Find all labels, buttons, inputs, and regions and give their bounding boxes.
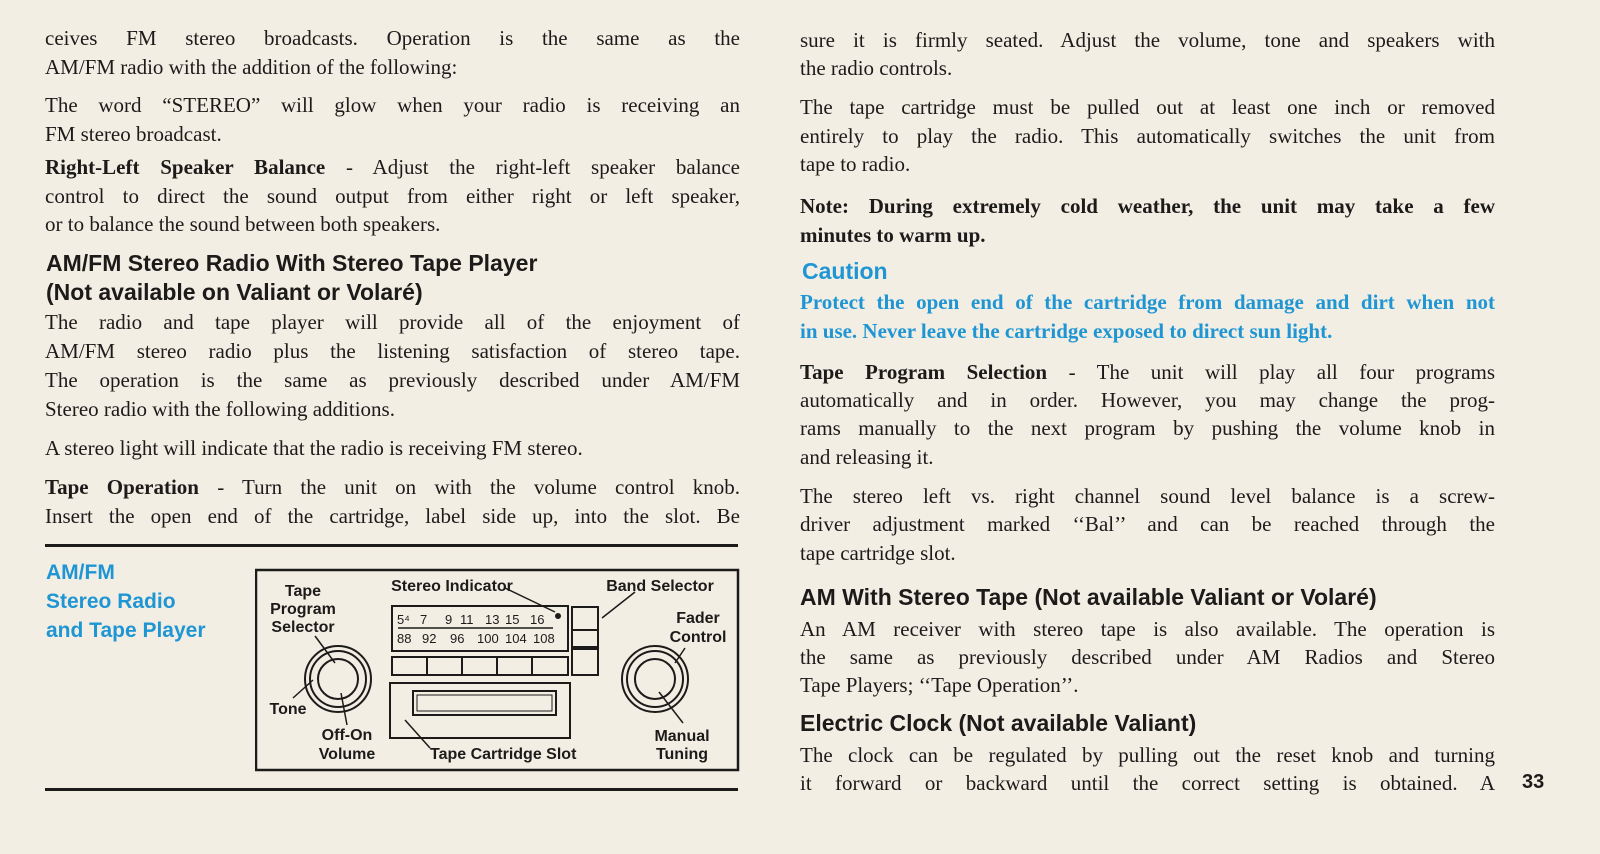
body-text-line: automatically and in order. However, you may change the prog- (800, 388, 1495, 412)
radio-diagram (255, 568, 741, 774)
caution-text: Protect the open end of the cartridge from damage and dirt when not (800, 290, 1495, 314)
figure-caption: Stereo Radio (46, 590, 176, 613)
body-text-line: entirely to play the radio. This automatically switches the unit from (800, 124, 1495, 148)
label: Tone (269, 701, 307, 718)
section-heading: AM With Stereo Tape (Not available Valiant or Volaré) (800, 584, 1377, 610)
label: Program (270, 601, 336, 618)
body-text-line: Stereo radio with the following additions. (45, 397, 395, 421)
body-text-line: tape cartridge slot. (800, 541, 956, 565)
scale-mark: 92 (422, 631, 437, 646)
label: Manual (654, 728, 710, 745)
label: Fader (676, 610, 720, 627)
section-heading: AM/FM Stereo Radio With Stereo Tape Player (46, 250, 538, 276)
figure-caption: AM/FM (46, 561, 115, 584)
body-text-line: The clock can be regulated by pulling out the reset knob and turning (800, 743, 1495, 767)
scale-mark: 13 (485, 612, 500, 627)
scale-mark: 7 (420, 612, 428, 627)
am-scale (397, 612, 544, 627)
scale-mark: 108 (533, 631, 555, 646)
body-text-line: it forward or backward until the correct setting is obtained. A (800, 771, 1495, 795)
label: Tape Cartridge Slot (430, 746, 577, 763)
label: Band Selector (606, 578, 714, 595)
section-heading: Electric Clock (Not available Valiant) (800, 710, 1197, 736)
label: Off-On (321, 727, 373, 744)
body-text-line: The tape cartridge must be pulled out at least one inch or removed (800, 95, 1495, 119)
page-number: 33 (1522, 771, 1545, 793)
body-text-line: the radio controls. (800, 56, 953, 80)
body-text-line: tape to radio. (800, 152, 911, 176)
body-text-line: driver adjustment marked ‘‘Bal’’ and can be reached through the (800, 512, 1495, 536)
caution-text: in use. Never leave the cartridge exposed to direct sun light. (800, 319, 1333, 343)
text: - Turn the unit on with the volume control knob. (198, 475, 741, 499)
label: Tuning (655, 746, 709, 763)
scale-mark: 96 (450, 631, 465, 646)
body-text-line: The stereo left vs. right channel sound level balance is a screw- (800, 484, 1495, 508)
scale-mark: 88 (397, 631, 412, 646)
label: Volume (318, 746, 376, 763)
scale-mark: 9 (445, 612, 453, 627)
label: Tape (284, 583, 322, 600)
body-text-line: or to balance the sound between both speakers. (45, 212, 441, 236)
body-text-line: ceives FM stereo broadcasts. Operation is the same as the (45, 26, 740, 50)
body-text-line: control to direct the sound output from either right or left speaker, (45, 184, 740, 208)
note-text: minutes to warm up. (800, 223, 986, 247)
text: - The unit will play all four programs (1047, 360, 1495, 384)
body-text-line (45, 473, 740, 501)
divider (45, 788, 738, 791)
stereo-indicator-light (555, 613, 561, 619)
section-heading: (Not available on Valiant or Volaré) (46, 279, 423, 305)
body-text-line: The radio and tape player will provide all of the enjoyment of (45, 310, 740, 334)
body-text-line: The operation is the same as previously described under AM/FM (45, 368, 740, 392)
divider (45, 544, 738, 547)
body-text-line: the same as previously described under AM Radios and Stereo (800, 645, 1495, 669)
scale-mark: 11 (460, 612, 474, 627)
body-text-line: AM/FM stereo radio plus the listening satisfaction of stereo tape. (45, 339, 740, 363)
body-text-line: A stereo light will indicate that the radio is receiving FM stereo. (45, 436, 583, 460)
scale-mark: 16 (530, 612, 545, 627)
body-text-line (800, 358, 1495, 386)
body-text-line: Insert the open end of the cartridge, label side up, into the slot. Be (45, 504, 740, 528)
body-text-line: AM/FM radio with the addition of the following: (45, 55, 458, 79)
body-text-line: The word “STEREO” will glow when your radio is receiving an (45, 93, 740, 117)
body-text-line: An AM receiver with stereo tape is also available. The operation is (800, 617, 1495, 641)
body-text-line: sure it is firmly seated. Adjust the volume, tone and speakers with (800, 28, 1495, 52)
note-text: Note: During extremely cold weather, the unit may take a few (800, 194, 1495, 218)
body-text-line: Tape Players; ‘‘Tape Operation’’. (800, 673, 1079, 697)
subheading-tape-operation: Tape Operation (45, 475, 199, 499)
body-text-line: and releasing it. (800, 445, 934, 469)
subheading-speaker-balance: Right-Left Speaker Balance (45, 155, 326, 179)
caution-heading: Caution (802, 258, 888, 284)
text: - Adjust the right-left speaker balance (325, 155, 740, 179)
body-text-line (45, 153, 740, 181)
body-text-line: FM stereo broadcast. (45, 122, 222, 146)
label: Selector (271, 619, 335, 636)
scale-mark: 104 (505, 631, 527, 646)
scale-mark: 15 (505, 612, 520, 627)
subheading-tape-program: Tape Program Selection (800, 360, 1048, 384)
figure-caption: and Tape Player (46, 619, 206, 642)
scale-mark: 100 (477, 631, 499, 646)
label: Control (669, 629, 727, 646)
body-text-line: rams manually to the next program by pushing the volume knob in (800, 416, 1495, 440)
label: Stereo Indicator (391, 578, 513, 595)
scale-mark: 5⁴ (397, 612, 410, 627)
